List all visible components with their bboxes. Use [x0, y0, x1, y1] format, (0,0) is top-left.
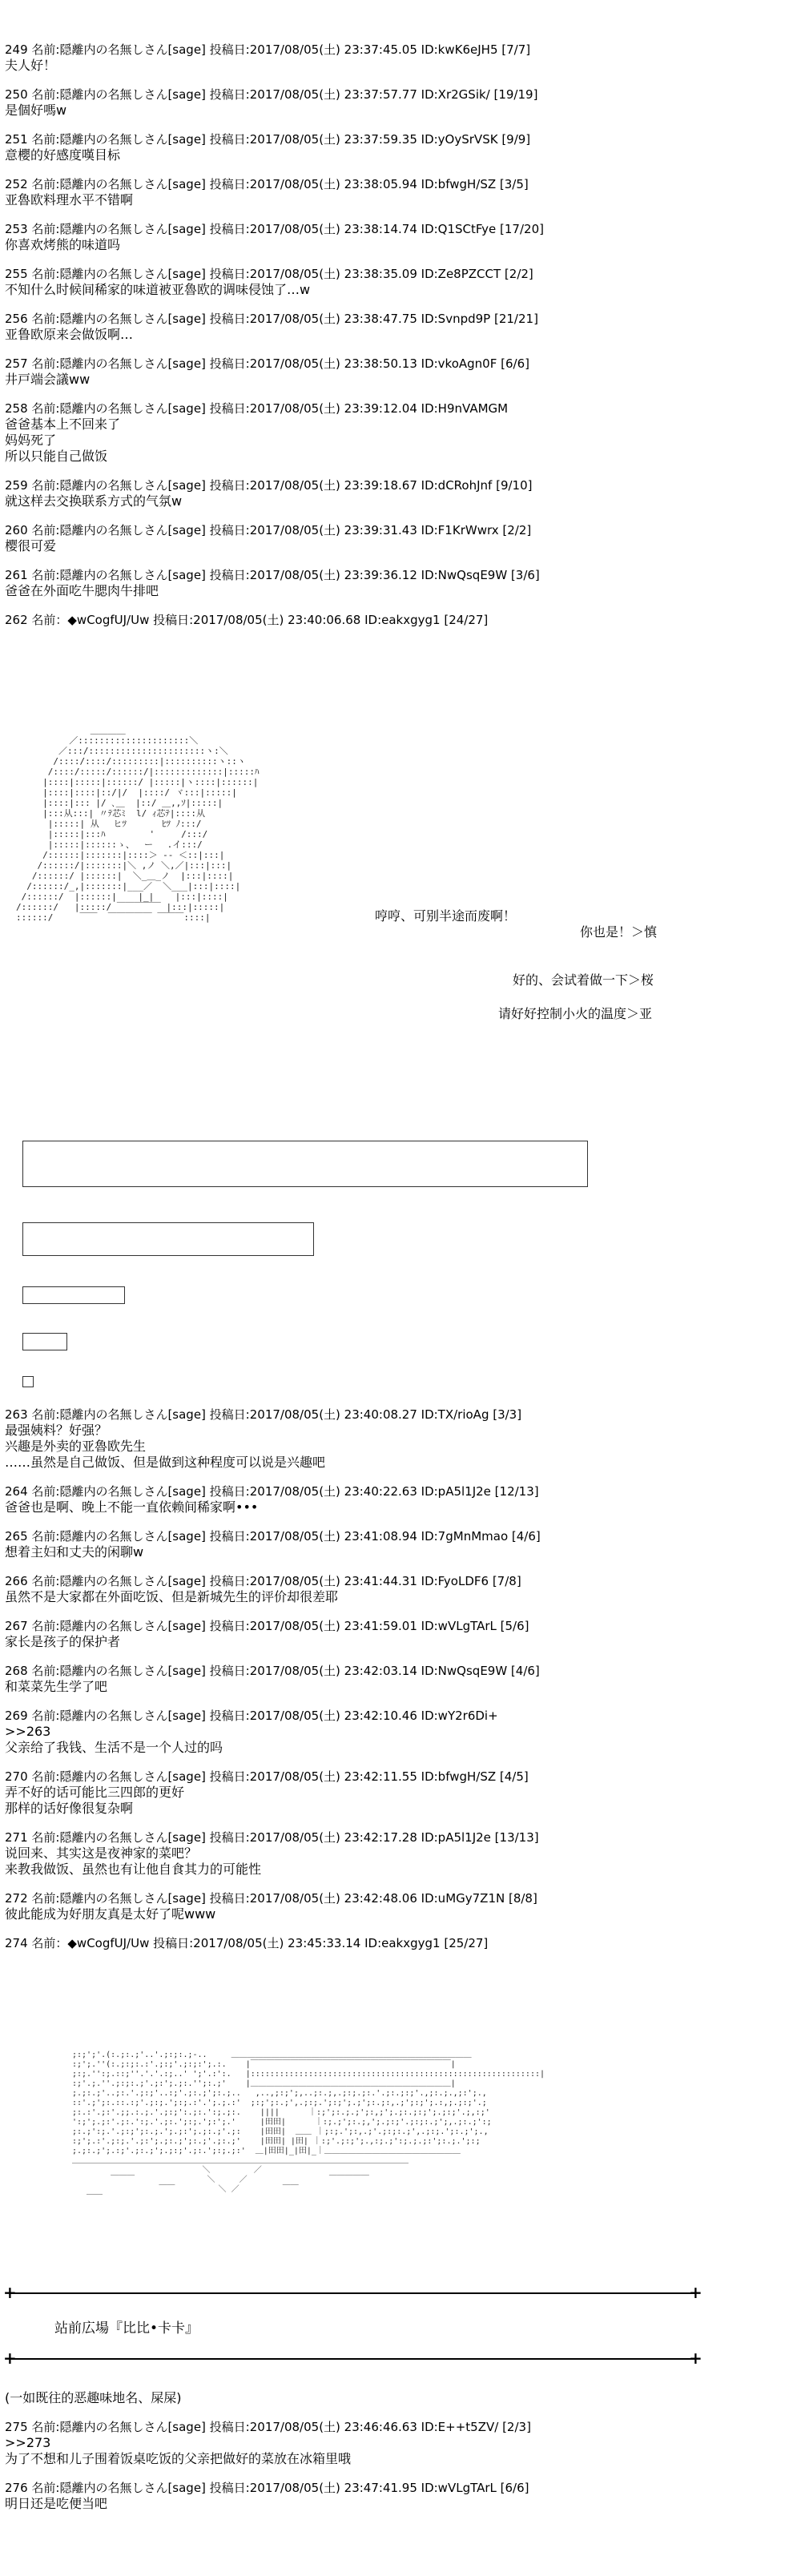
dialogue-line-3: 好的、会试着做一下＞桜 [513, 972, 654, 988]
divider-top-left-cross: + [3, 2283, 17, 2302]
post [5, 1407, 614, 1471]
post [5, 477, 614, 509]
post-body: 意櫻的好感度嘆目标 [5, 147, 121, 163]
post-body: 弄不好的话可能比三四郎的更好 那样的话好像很复杂啊 [5, 1785, 185, 1816]
post [5, 311, 614, 343]
divider-bottom [10, 2358, 695, 2360]
post-header: 269 名前:隠離内の名無しさん[sage] 投稿日:2017/08/05(土) 23:42:10.46 ID:wY2r6Di+ [5, 1709, 498, 1723]
post-header: 266 名前:隠離内の名無しさん[sage] 投稿日:2017/08/05(土) 23:41:44.31 ID:FyoLDF6 [7/8] [5, 1574, 521, 1588]
post-header: 263 名前:隠離内の名無しさん[sage] 投稿日:2017/08/05(土) 23:40:08.27 ID:TX/rioAg [3/3] [5, 1407, 522, 1422]
post-body: 爸爸在外面吃牛腮肉牛排吧 [5, 583, 159, 598]
post [5, 1829, 614, 1878]
post-header: 264 名前:隠離内の名無しさん[sage] 投稿日:2017/08/05(土) 23:40:22.63 ID:pA5l1J2e [12/13] [5, 1484, 539, 1499]
post [5, 266, 614, 298]
divider-top-right-cross: + [689, 2283, 702, 2302]
post-body: 樱很可爱 [5, 538, 57, 553]
post [5, 176, 614, 208]
post-header: 271 名前:隠離内の名無しさん[sage] 投稿日:2017/08/05(土) 23:42:17.28 ID:pA5l1J2e [13/13] [5, 1830, 539, 1845]
post-body: 井戸端会議ww [5, 372, 91, 387]
post [5, 1618, 614, 1650]
post-header: 267 名前:隠離内の名無しさん[sage] 投稿日:2017/08/05(土) 23:41:59.01 ID:wVLgTArL [5/6] [5, 1619, 529, 1633]
ascii-art-character: ＿＿＿＿ ／:::::::::::::::::::::＼ ／:::/::::::::::::::::::::::ヽ:＼ /::::/::::/:::::::::|::::::::::ヽ::ヽ /::::/:::::/::::::/|:::::::::::::|:::::ﾊ |::::|:::::|::::::/ |:::::|ヽ::::|::::::| |::::|::::|::/|/ |::::/ ヾ:::|:::::| |::::|::: |/ ､＿ |::/ ＿,,ｿ|:::::| |:::从:::| 〃ﾃ芯ﾐ l/ ｨ芯ﾃ|::::从 |:::::| 从 ヒﾂ ﾋﾂ ﾉ:::/ |:::::|:::ﾊ ' /:::/ |:::::|::::::ゝ、 ー .イ:::/ /::::::|:::::::|::::＞ ‐‐ ＜::|:::| /::::::/|:::::::|＼ ,ノ ＼,／|:::|:::| /::::::/ |::::::| ＼_＿_ノ |:::|::::| /::::::/_,|:::::::|___／ ＼___|:::|::::| /::::::/ |::::::| |_| |:::|::::| /::::::/ |:::::/ ￣￣￣￣￣ |:::|:::::| ::::::/ ￣￣ ￣￣￣￣￣ ￣￣￣::::| [16, 725, 260, 923]
post-header: 252 名前:隠離内の名無しさん[sage] 投稿日:2017/08/05(土) 23:38:05.94 ID:bfwgH/SZ [3/5] [5, 177, 529, 191]
post-body: 你喜欢烤熊的味道吗 [5, 237, 121, 252]
post [5, 612, 614, 628]
post [5, 1890, 614, 1922]
post-body: >>263 父亲给了我钱、生活不是一个人过的吗 [5, 1724, 223, 1755]
post [5, 221, 614, 253]
divider-bottom-left-cross: + [3, 2349, 17, 2368]
post-header: 259 名前:隠離内の名無しさん[sage] 投稿日:2017/08/05(土) 23:39:18.67 ID:dCRohJnf [9/10] [5, 478, 533, 493]
post [5, 87, 614, 119]
divider-top [10, 2292, 695, 2294]
post [5, 42, 614, 74]
post-list-a [5, 42, 614, 641]
ascii-art-station-plaza: ;:;';'.(:.;:.;'..'.;:;:.;-.. ＿＿＿＿＿＿＿＿＿＿＿＿＿＿＿＿＿＿＿＿＿＿＿＿＿＿＿＿＿＿ :;';.''(:.;:;:.:'.;:;'.;:;:';.:. |￣￣￣￣￣￣￣￣￣￣￣￣￣￣￣￣￣￣￣￣￣￣￣￣￣| ;:;.'':;.::;''.'.'.:;..' ';'.:':. |::::::::::::::::::::::::::::::::::::::::::::::::::::::::::::| :;'.;.''.;:;:.;'.;:';.;:.'';:.;' |＿＿＿＿＿＿＿＿＿＿＿＿＿＿＿＿＿＿＿＿＿＿＿＿＿| ;.;:.;'..;:.'.;:;'..:;'.;:.;';:.;.. ,..,;:;';,..;:.;,.;:;.;:.'.;:.;:;'.,;:.;.,;:';., ::'.;';:.::.:;'.;:;.';:;.:'.';.;.:' ;:;';:.;',.;:;.';:;';.;';:.;:,.;';:;';.:,;.;:;'.; ;:.:'.;:'.;;.:.;.'.;:;':.;:.':;.;:. |||| ｜:;';:.;.;';:,;';.;:.;:;';.;:;'.;,:;' ':;';.;:'.;:.':;.'.;:.';:;.';:';.' |田田| ｜:;.;';:.;,';.;:;'.;:;:.;';,.;:.;':; ;:.;':;.'.;:;';:.;.';.;:';.;:.;'.;: |田田| ＿＿ ｜;:;.';:,.;'.;:;:.;',.;:;.';:.;';., :;';.:'.;:;.'.;:';.;:.;';:.;'.;:.;' |田田| |田| ｜:;'.;:;';.,:;.;':;.;.;:';:.;.';:; ;.;:.;';.:;'.;:.;';.;:;'.;:.';:;.;:' ＿|田田|_|田|_｜＿＿＿＿＿＿＿＿＿＿＿＿＿＿＿＿＿ ＿＿＿＿＿＿＿＿＿＿＿＿＿＿＿＿＿＿＿＿＿＿＿＿＿＿＿＿＿＿＿＿＿＿＿＿＿＿＿＿＿＿ ＼ ／ ￣￣￣ ＼ ／ ￣￣￣￣￣ ￣￣ ＼ ／ ￣￣ ￣￣ [72, 2051, 545, 2204]
location-caption: 站前広場『比比•卡卡』 [54, 2320, 199, 2337]
post [5, 1935, 614, 1951]
post-header: 251 名前:隠離内の名無しさん[sage] 投稿日:2017/08/05(土) 23:37:59.35 ID:yOySrVSK [9/9] [5, 132, 531, 147]
post-header: 275 名前:隠離内の名無しさん[sage] 投稿日:2017/08/05(土) 23:46:46.63 ID:E++t5ZV/ [2/3] [5, 2420, 531, 2434]
post [5, 567, 614, 599]
post-header: 249 名前:隠離内の名無しさん[sage] 投稿日:2017/08/05(土) 23:37:45.05 ID:kwK6eJH5 [7/7] [5, 42, 531, 57]
post-body: 亚魯欧料理水平不错啊 [5, 192, 134, 207]
post-header: 257 名前:隠離内の名無しさん[sage] 投稿日:2017/08/05(土) 23:38:50.13 ID:vkoAgn0F [6/6] [5, 356, 529, 371]
post-body: 最强姨料？好强？ 兴趣是外卖的亚魯欧先生 ……虽然是自己做饭、但是做到这种程度可以说是兴趣吧 [5, 1423, 326, 1470]
post-body: 爸爸也是啊、晚上不能一直依赖间稀家啊••• [5, 1499, 259, 1515]
post-header: 258 名前:隠離内の名無しさん[sage] 投稿日:2017/08/05(土) 23:39:12.04 ID:H9nVAMGM [5, 401, 509, 416]
post-body: 就这样去交换联系方式的气氛w [5, 493, 183, 509]
post [5, 400, 614, 465]
post-header: 276 名前:隠離内の名無しさん[sage] 投稿日:2017/08/05(土) 23:47:41.95 ID:wVLgTArL [6/6] [5, 2481, 529, 2495]
post-list-b [5, 1407, 614, 1964]
dialogue-line-2: 你也是！＞慎 [580, 924, 658, 940]
post-body: 爸爸基本上不回来了 妈妈死了 所以只能自己做饭 [5, 417, 121, 464]
post-header: 250 名前:隠離内の名無しさん[sage] 投稿日:2017/08/05(土) 23:37:57.77 ID:Xr2GSik/ [19/19] [5, 87, 538, 102]
post-body: 和菜菜先生学了吧 [5, 1679, 108, 1694]
frame-box-3 [22, 1286, 125, 1304]
post-header: 274 名前：◆wCogfUJ/Uw 投稿日:2017/08/05(土) 23:45:33.14 ID:eakxgyg1 [25/27] [5, 1936, 489, 1950]
dialogue-line-1: 哼哼、可别半途而废啊！ [375, 908, 517, 924]
post-header: 255 名前:隠離内の名無しさん[sage] 投稿日:2017/08/05(土) 23:38:35.09 ID:Ze8PZCCT [2/2] [5, 267, 533, 281]
divider-bottom-right-cross: + [689, 2349, 702, 2368]
post-header: 253 名前:隠離内の名無しさん[sage] 投稿日:2017/08/05(土) 23:38:14.74 ID:Q1SCtFye [17/20] [5, 222, 544, 236]
post-body: 明日还是吃便当吧 [5, 2496, 108, 2511]
post [5, 1528, 614, 1560]
post-body: 虽然不是大家都在外面吃饭、但是新城先生的评价却很差耶 [5, 1589, 339, 1604]
post [5, 131, 614, 163]
post-header: 265 名前:隠離内の名無しさん[sage] 投稿日:2017/08/05(土) 23:41:08.94 ID:7gMnMmao [4/6] [5, 1529, 541, 1544]
frame-box-4 [22, 1333, 67, 1350]
frame-box-1 [22, 1141, 588, 1187]
post-header: 260 名前:隠離内の名無しさん[sage] 投稿日:2017/08/05(土) 23:39:31.43 ID:F1KrWwrx [2/2] [5, 523, 532, 537]
post-body: 彼此能成为好朋友真是太好了呢www [5, 1906, 216, 1922]
post-body: 想着主妇和丈夫的闲聊w [5, 1544, 144, 1560]
post-body: (一如既往的恶趣味地名、屎屎) [5, 2390, 182, 2405]
post [5, 1483, 614, 1515]
post [5, 522, 614, 554]
post-body: 亚鲁欧原来会做饭啊… [5, 327, 134, 342]
post-body: 家长是孩子的保护者 [5, 1634, 121, 1649]
post-body: 夫人好！ [5, 58, 57, 73]
post [5, 2480, 614, 2512]
post-header: 270 名前:隠離内の名無しさん[sage] 投稿日:2017/08/05(土) 23:42:11.55 ID:bfwgH/SZ [4/5] [5, 1769, 529, 1784]
post-header: 261 名前:隠離内の名無しさん[sage] 投稿日:2017/08/05(土) 23:39:36.12 ID:NwQsqE9W [3/6] [5, 568, 540, 582]
post-header: 272 名前:隠離内の名無しさん[sage] 投稿日:2017/08/05(土) 23:42:48.06 ID:uMGy7Z1N [8/8] [5, 1891, 537, 1906]
post [5, 2390, 614, 2406]
post-header: 268 名前:隠離内の名無しさん[sage] 投稿日:2017/08/05(土) 23:42:03.14 ID:NwQsqE9W [4/6] [5, 1664, 540, 1678]
post [5, 1573, 614, 1605]
post [5, 1708, 614, 1756]
post-body: 不知什么时候间稀家的味道被亚魯欧的调味侵蚀了…w [5, 282, 311, 297]
post-body: 是個好嗎w [5, 103, 67, 118]
post-body: >>273 为了不想和儿子围着饭桌吃饭的父亲把做好的菜放在冰箱里哦 [5, 2435, 352, 2466]
post [5, 2419, 614, 2467]
frame-box-2 [22, 1222, 314, 1256]
post-header: 262 名前：◆wCogfUJ/Uw 投稿日:2017/08/05(土) 23:40:06.68 ID:eakxgyg1 [24/27] [5, 613, 489, 627]
post [5, 356, 614, 388]
post [5, 1769, 614, 1817]
post-list-c [5, 2390, 614, 2525]
frame-box-5 [22, 1376, 34, 1387]
post-body: 说回来、其实这是夜神家的菜吧？ 来教我做饭、虽然也有让他自食其力的可能性 [5, 1845, 262, 1877]
dialogue-line-4: 请好好控制小火的温度＞亚 [498, 1006, 653, 1021]
post-header: 256 名前:隠離内の名無しさん[sage] 投稿日:2017/08/05(土) 23:38:47.75 ID:Svnpd9P [21/21] [5, 312, 538, 326]
post [5, 1663, 614, 1695]
